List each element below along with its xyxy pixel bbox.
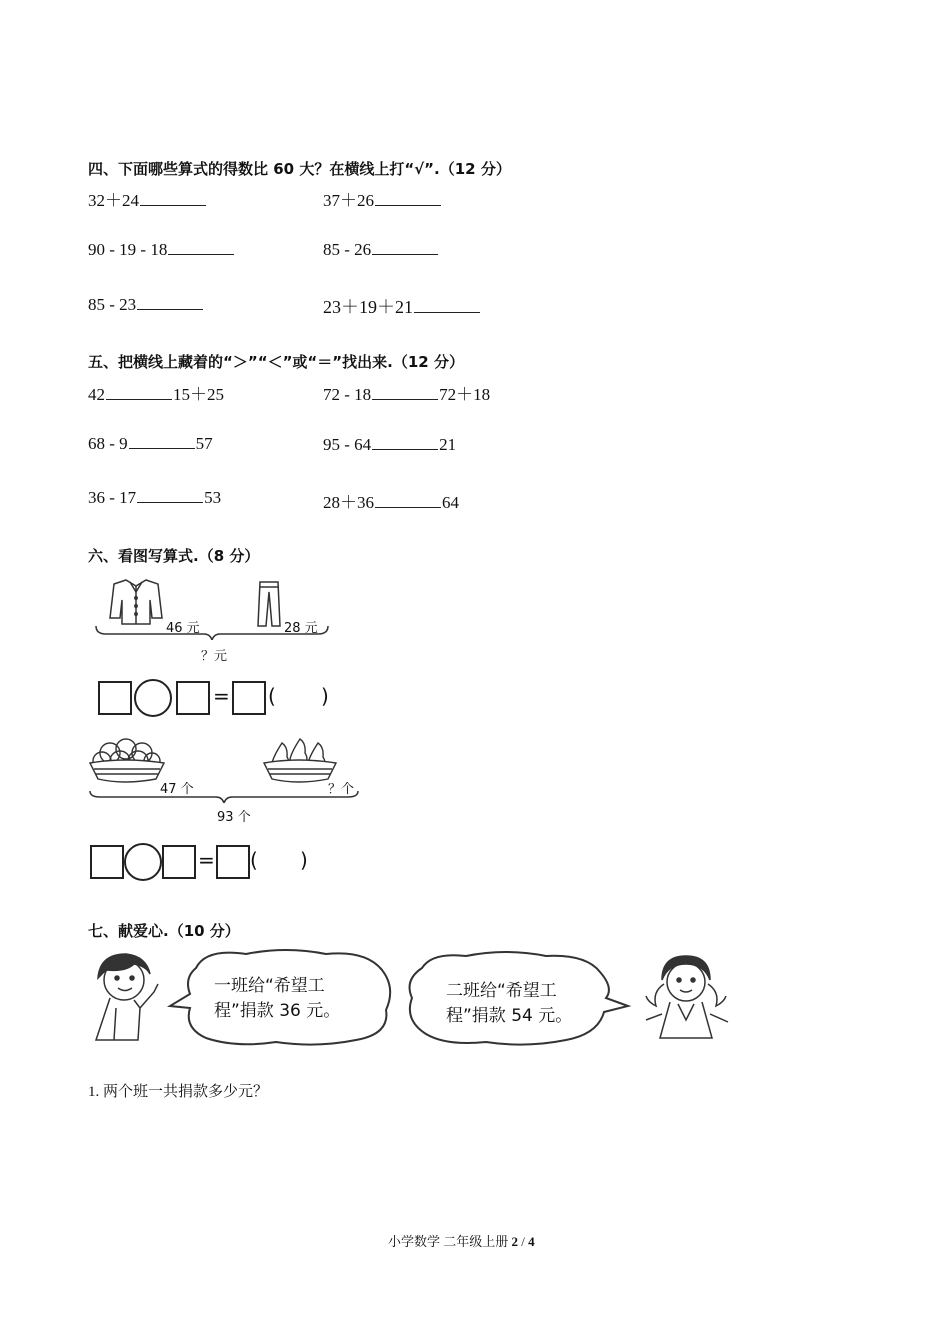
answer-box[interactable] [90, 845, 124, 879]
girl-icon [646, 956, 728, 1038]
pear-count-label: ？个 [328, 782, 355, 797]
answer-box[interactable] [162, 845, 196, 879]
shirt-icon [110, 580, 162, 624]
answer-blank[interactable] [129, 434, 195, 449]
unit-paren-close: ) [321, 684, 329, 708]
total-count-label: 93 个 [217, 810, 251, 825]
fruit-basket-figure [86, 733, 366, 803]
s5-item-6: 28＋36 64 [323, 493, 459, 512]
answer-area[interactable] [88, 1110, 868, 1210]
answer-blank[interactable] [372, 435, 438, 450]
answer-blank[interactable] [414, 298, 480, 313]
boy-icon [96, 954, 158, 1040]
answer-blank[interactable] [140, 191, 206, 206]
s4-item-4: 85 - 26 [323, 240, 439, 260]
page-footer: 小学数学 二年级上册 2 / 4 [388, 1234, 535, 1249]
s5-item-4: 95 - 64 21 [323, 435, 457, 454]
answer-box[interactable] [232, 681, 266, 715]
shirt-price-label: 46 元 [166, 621, 200, 636]
equals-sign: = [198, 848, 215, 872]
s5-item-3: 68 - 9 57 [88, 434, 213, 453]
operator-circle[interactable] [124, 843, 162, 881]
section-6-title: 六、看图写算式.（8 分） [88, 547, 260, 565]
section-7-title: 七、献爱心.（10 分） [88, 922, 240, 940]
trousers-icon [258, 582, 280, 626]
unit-answer-field[interactable] [264, 848, 300, 874]
page-number: 2 [511, 1234, 519, 1249]
s4-item-3: 90 - 19 - 18 [88, 240, 235, 260]
answer-blank[interactable] [168, 240, 234, 255]
answer-blank[interactable] [375, 191, 441, 206]
unit-answer-field[interactable] [282, 684, 318, 710]
answer-box[interactable] [216, 845, 250, 879]
answer-blank[interactable] [137, 488, 203, 503]
apple-basket-icon [90, 739, 164, 782]
unit-paren-close: ) [300, 848, 308, 872]
bubble-2-text: 二班给“希望工 程”捐款 54 元。 [446, 981, 573, 1026]
answer-blank[interactable] [372, 240, 438, 255]
answer-box[interactable] [98, 681, 132, 715]
page-total: 4 [528, 1234, 535, 1249]
operator-circle[interactable] [134, 679, 172, 717]
answer-blank[interactable] [106, 385, 172, 400]
bubble-1-text: 一班给“希望工 程”捐款 36 元。 [214, 976, 341, 1021]
answer-blank[interactable] [137, 295, 203, 310]
s4-item-2: 37＋26 [323, 186, 442, 211]
total-price-label: ？元 [201, 649, 228, 664]
equals-sign: = [213, 684, 230, 708]
trousers-price-label: 28 元 [284, 621, 318, 636]
answer-blank[interactable] [375, 493, 441, 508]
s5-item-1: 42 15＋25 [88, 385, 224, 404]
total-brace [90, 791, 358, 803]
s4-item-6: 23＋19＋21 [323, 293, 481, 319]
unit-paren-open: ( [268, 684, 276, 708]
s4-item-5: 85 - 23 [88, 295, 204, 315]
donation-illustration [86, 948, 734, 1054]
pear-basket-icon [264, 739, 336, 782]
s5-item-5: 36 - 17 53 [88, 488, 222, 507]
answer-blank[interactable] [372, 385, 438, 400]
unit-paren-open: ( [250, 848, 258, 872]
apple-count-label: 47 个 [160, 782, 194, 797]
s5-item-2: 72 - 18 72＋18 [323, 385, 491, 404]
question-1: 1. 两个班一共捐款多少元？ [88, 1084, 269, 1100]
s4-item-1: 32＋24 [88, 186, 207, 211]
answer-box[interactable] [176, 681, 210, 715]
section-5-title: 五、把横线上藏着的“＞”“＜”或“＝”找出来.（12 分） [88, 353, 464, 371]
section-4-title: 四、下面哪些算式的得数比 60 大？在横线上打“√”.（12 分） [88, 160, 511, 178]
